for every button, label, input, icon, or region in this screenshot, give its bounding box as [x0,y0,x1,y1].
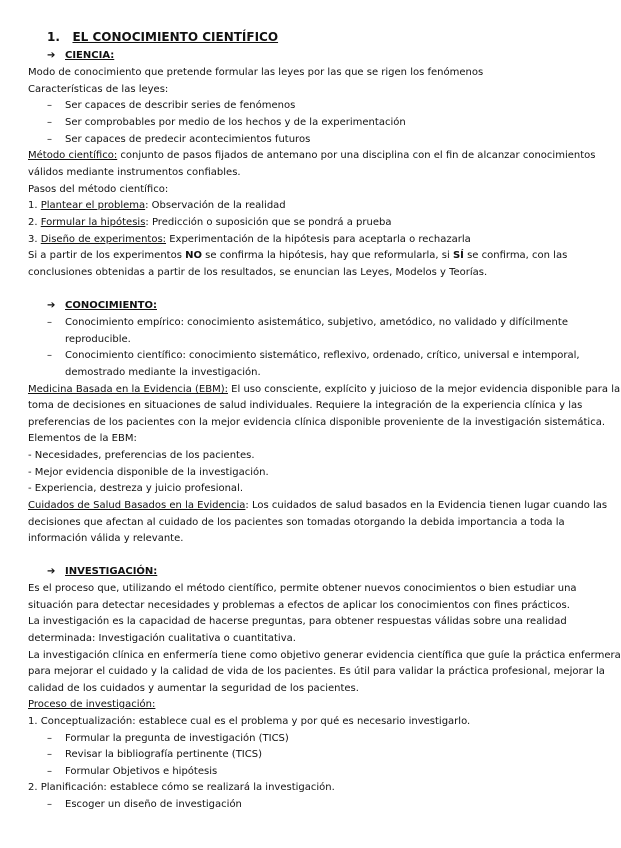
list-item-cont: demostrado mediante la investigación. [65,367,261,378]
list-item: – Escoger un diseño de investigación [47,799,242,810]
paragraph: situación para detectar necesidades y problemas a efectos de aplicar los conocimientos con fines prácticos. [28,600,570,611]
list-item: – Formular Objetivos e hipótesis [47,766,218,777]
list-item: – Conocimiento científico: conocimiento sistemático, reflexivo, ordenado, crítico, universal e intemporal, [47,350,580,361]
paragraph: La investigación es la capacidad de hacerse preguntas, para obtener respuestas válidas sobre una realidad [28,616,567,627]
list-item-cont: reproducible. [65,334,131,345]
cuidados-definition-cont: decisiones que afectan al cuidado de los pacientes son tomadas otorgando la debida importancia a toda la [28,517,565,528]
list-item: – Ser comprobables por medio de los hechos y de la experimentación [47,117,406,128]
metodo-definition: Método científico: conjunto de pasos fijados de antemano por una disciplina con el fin de alcanzar conocimientos [28,150,596,161]
list-item: – Ser capaces de predecir acontecimientos futuros [47,134,311,145]
hypothesis-text: Si a partir de los experimentos NO se confirma la hipótesis, hay que reformularla, si SÍ se confirma, con las [28,250,568,261]
cuidados-definition: Cuidados de Salud Basados en la Evidencia: Los cuidados de salud basados en la Evidencia tienen lugar cuando las [28,500,608,511]
fase-item: 2. Planificación: establece cómo se realizará la investigación. [28,782,335,793]
arrow-right-icon: ➔ [47,566,56,577]
arrow-right-icon: ➔ [47,50,56,61]
paragraph: Es el proceso que, utilizando el método científico, permite obtener nuevos conocimientos o bien estudiar una [28,583,577,594]
metodo-definition-cont: válidos mediante instrumentos confiables. [28,167,241,178]
section-heading-investigacion: ➔ INVESTIGACIÓN: [47,563,576,580]
list-item: - Experiencia, destreza y juicio profesional. [28,483,244,494]
cuidados-definition-cont: información válida y relevante. [28,533,184,544]
list-item: – Formular la pregunta de investigación (TICS) [47,733,289,744]
ebm-definition-cont: preferencias de los pacientes con la mejor evidencia clínica disponible proveniente de la investigación sistemática. [28,417,606,428]
conclusion-text: conclusiones obtenidas a partir de los resultados, se enuncian las Leyes, Modelos y Teorías. [28,267,488,278]
ebm-definition-cont: toma de decisiones en situaciones de salud individuales. Requiere la integración de la experiencia clínica y las [28,400,583,411]
paragraph: determinada: Investigación cualitativa o cuantitativa. [28,633,296,644]
list-item: – Conocimiento empírico: conocimiento asistemático, subjetivo, ametódico, no validado y difícilmente [47,317,568,328]
page-title-text: EL CONOCIMIENTO CIENTÍFICO [72,30,279,44]
ciencia-intro: Modo de conocimiento que pretende formular las leyes por las que se rigen los fenómenos [28,67,484,78]
arrow-right-icon: ➔ [47,300,56,311]
paragraph: calidad de los cuidados y aumentar la seguridad de los pacientes. [28,683,359,694]
characteristics-label: Características de las leyes: [28,84,169,95]
pasos-label: Pasos del método científico: [28,184,169,195]
paso-item: 1. Plantear el problema: Observación de la realidad [28,200,286,211]
page-title: 1. EL CONOCIMIENTO CIENTÍFICO [47,30,279,44]
list-item: - Necesidades, preferencias de los pacientes. [28,450,255,461]
paragraph: La investigación clínica en enfermería tiene como objetivo generar evidencia científica que guíe la práctica enfermera [28,650,621,661]
list-item: – Ser capaces de describir series de fenómenos [47,100,296,111]
list-item: - Mejor evidencia disponible de la investigación. [28,467,269,478]
paso-item: 2. Formular la hipótesis: Predicción o suposición que se pondrá a prueba [28,217,392,228]
ebm-definition: Medicina Basada en la Evidencia (EBM): El uso consciente, explícito y juicioso de la mejor evidencia disponible para la [28,384,621,395]
paragraph: para mejorar el cuidado y la calidad de vida de los pacientes. Es útil para validar la práctica profesional, mejorar la [28,666,605,677]
paso-item: 3. Diseño de experimentos: Experimentación de la hipótesis para aceptarla o rechazarla [28,234,471,245]
section-heading-ciencia: ➔ CIENCIA: [47,47,576,64]
elementos-label: Elementos de la EBM: [28,433,137,444]
section-heading-conocimiento: ➔ CONOCIMIENTO: [47,297,576,314]
proceso-label: Proceso de investigación: [28,699,156,710]
fase-item: 1. Conceptualización: establece cual es el problema y por qué es necesario investigarlo. [28,716,471,727]
list-item: – Revisar la bibliografía pertinente (TICS) [47,749,262,760]
